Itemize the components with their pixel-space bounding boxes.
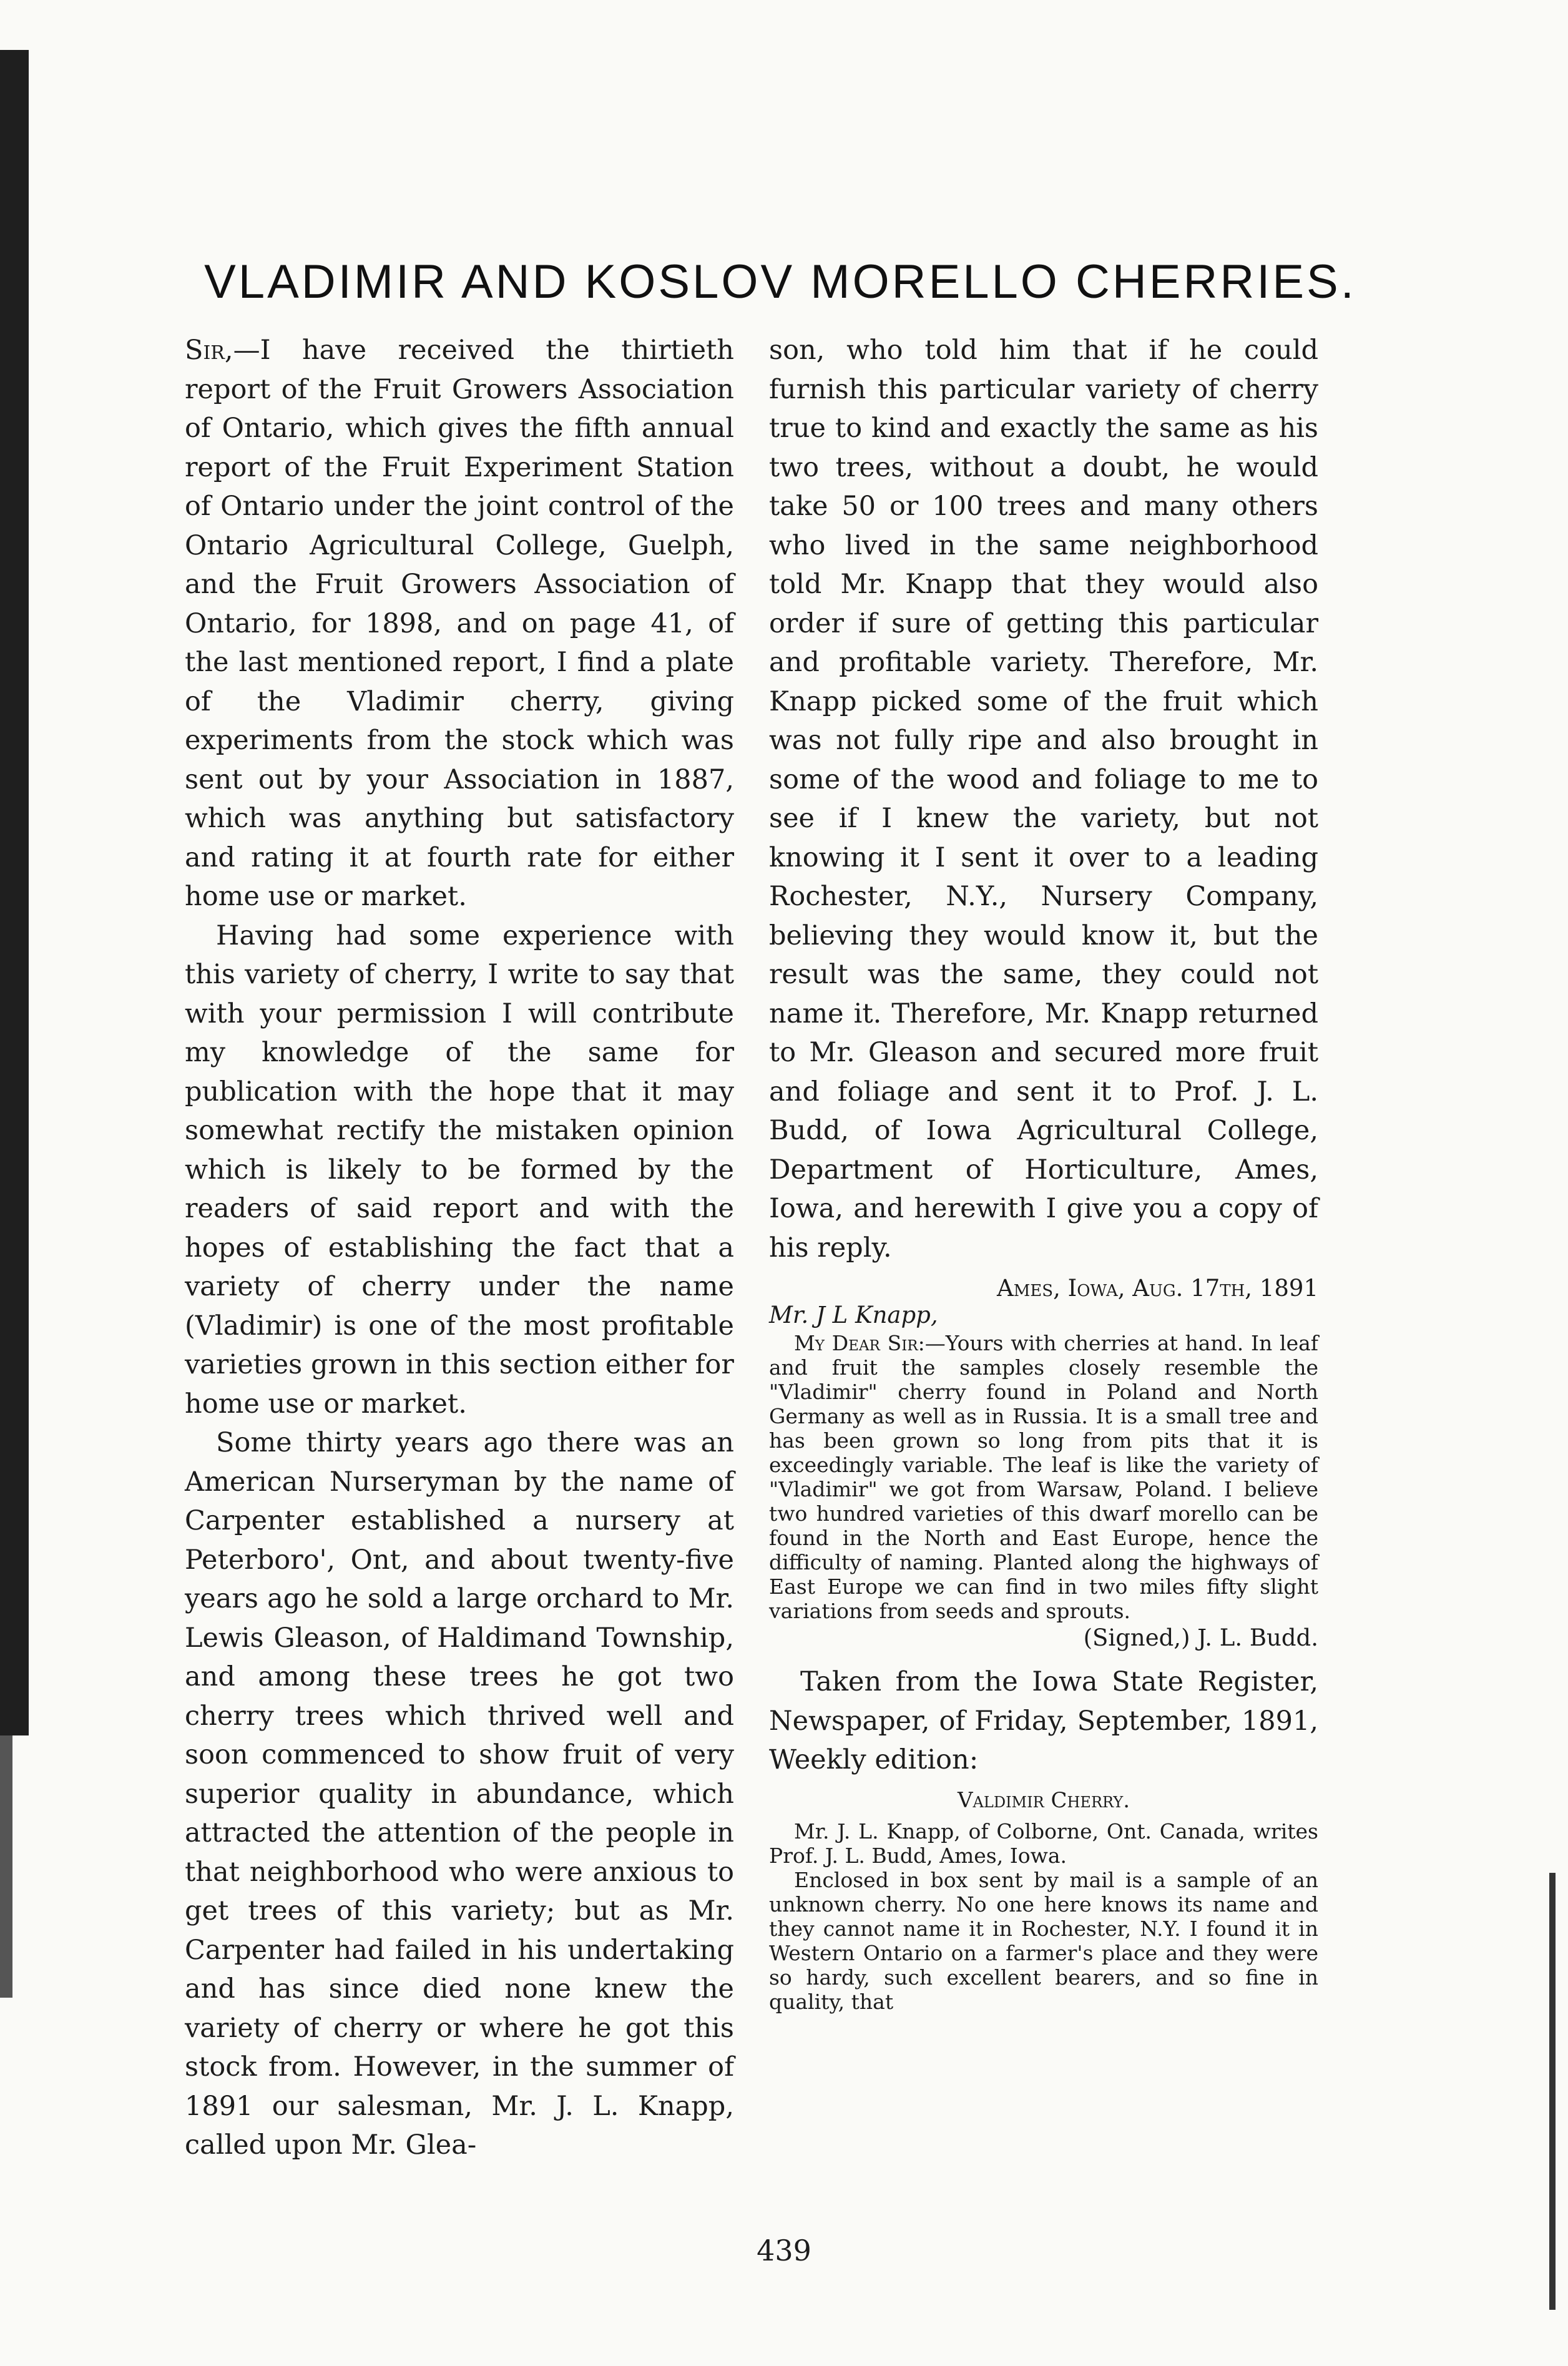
budd-letter (769, 1276, 1318, 1650)
left-column (185, 331, 734, 2165)
right-paragraph-2: Taken from the Iowa State Register, Newspaper, of Friday, September, 1891, Weekly edition: (769, 1666, 1318, 1775)
scan-binding-shadow-lower (0, 1735, 12, 1998)
scan-edge-mark (1549, 1873, 1556, 2310)
clipping-paragraph-1: Mr. J. L. Knapp, of Colborne, Ont. Canada, writes Prof. J. L. Budd, Ames, Iowa. (769, 1819, 1318, 1868)
clipping-heading: Valdimir Cherry. (958, 1787, 1130, 1813)
scan-binding-shadow (0, 50, 29, 1735)
right-paragraph-1: son, who told him that if he could furnish this particular variety of cherry true to kind and exactly the same as his two trees, without a doubt, he would take 50 or 100 trees and many others who lived in the same neighborhood told Mr. Knapp that they would also order if sure of getting this particular and profitable variety. Therefore, Mr. Knapp picked some of the fruit which was not fully ripe and also brought in some of the wood and foliage to me to see if I knew the variety, but not knowing it I sent it over to a leading Rochester, N.Y., Nursery Company, believing they would know it, but the result was the same, they could not name it. Therefore, Mr. Knapp returned to Mr. Gleason and secured more fruit and foliage and sent it to Prof. J. L. Budd, of Iowa Agricultural College, Department of Horticulture, Ames, Iowa, and herewith I give you a copy of his reply. (769, 335, 1318, 1264)
letter-body-lead: My Dear Sir (794, 1331, 918, 1355)
left-paragraph-2: Having had some experience with this variety of cherry, I write to say that with your permission I will contribute my knowledge of the same for publication with the hope that it may somewhat rectify the mistaken opinion which is likely to be formed by the readers of said report and with the hopes of establishing the fact that a variety of cherry under the name (Vladimir) is one of the most profitable varieties grown in this section either for home use or market. (185, 920, 734, 1420)
letter-date: Ames, Iowa, Aug. 17th, 1891 (996, 1275, 1318, 1302)
letter-signature: (Signed,) J. L. Budd. (1083, 1624, 1318, 1651)
newspaper-clipping (769, 1789, 1318, 2014)
letter-salutation: Mr. J L Knapp, (769, 1302, 938, 1328)
right-column (769, 331, 1318, 2014)
salutation-lead: Sir, (185, 335, 233, 366)
left-paragraph-1 (185, 331, 734, 916)
page-number: 439 (757, 2234, 811, 2267)
left-paragraph-1-text: —I have received the thirtieth report of the Fruit Growers Association of Ontario, which gives the fifth annual report of the Fruit Experiment Station of Ontario under the joint control of the Ontario Agricultural College, Guelph, and the Fruit Growers Association of Ontario, for 1898, and on page 41, of the last mentioned report, I find a plate of the Vladimir cherry, giving experiments from the stock which was sent out by your Association in 1887, which was anything but satisfactory and rating it at fourth rate for either home use or market. (185, 335, 734, 912)
page-title: VLADIMIR AND KOSLOV MORELLO CHERRIES. (204, 255, 1356, 308)
clipping-paragraph-2: Enclosed in box sent by mail is a sample of an unknown cherry. No one here knows its name and they cannot name it in Rochester, N.Y. I found it in Western Ontario on a farmer's place and they were so hardy, such excellent bearers, and so fine in quality, that (769, 1867, 1318, 2014)
left-paragraph-3: Some thirty years ago there was an American Nurseryman by the name of Carpenter established a nursery at Peterboro', Ont, and about twenty-five years ago he sold a large orchard to Mr. Lewis Gleason, of Haldimand Township, and among these trees he got two cherry trees which thrived well and soon commenced to show fruit of very superior quality in abundance, which attracted the attention of the people in that neighborhood who were anxious to get trees of this variety; but as Mr. Carpenter had failed in his undertaking and has since died none knew the variety of cherry or where he got this stock from. However, in the summer of 1891 our salesman, Mr. J. L. Knapp, called upon Mr. Glea- (185, 1427, 734, 2161)
letter-body-text: :—Yours with cherries at hand. In leaf and fruit the samples closely resemble the "Vladimir" cherry found in Poland and North Germany as well as in Russia. It is a small tree and has been grown so long from pits that it is exceedingly variable. The leaf is like the variety of "Vladimir" we got from Warsaw, Poland. I believe two hundred varieties of this dwarf morello can be found in the North and East Europe, hence the difficulty of naming. Planted along the highways of East Europe we can find in two miles fifty slight variations from seeds and sprouts. (769, 1331, 1318, 1623)
letter-body (769, 1331, 1318, 1623)
